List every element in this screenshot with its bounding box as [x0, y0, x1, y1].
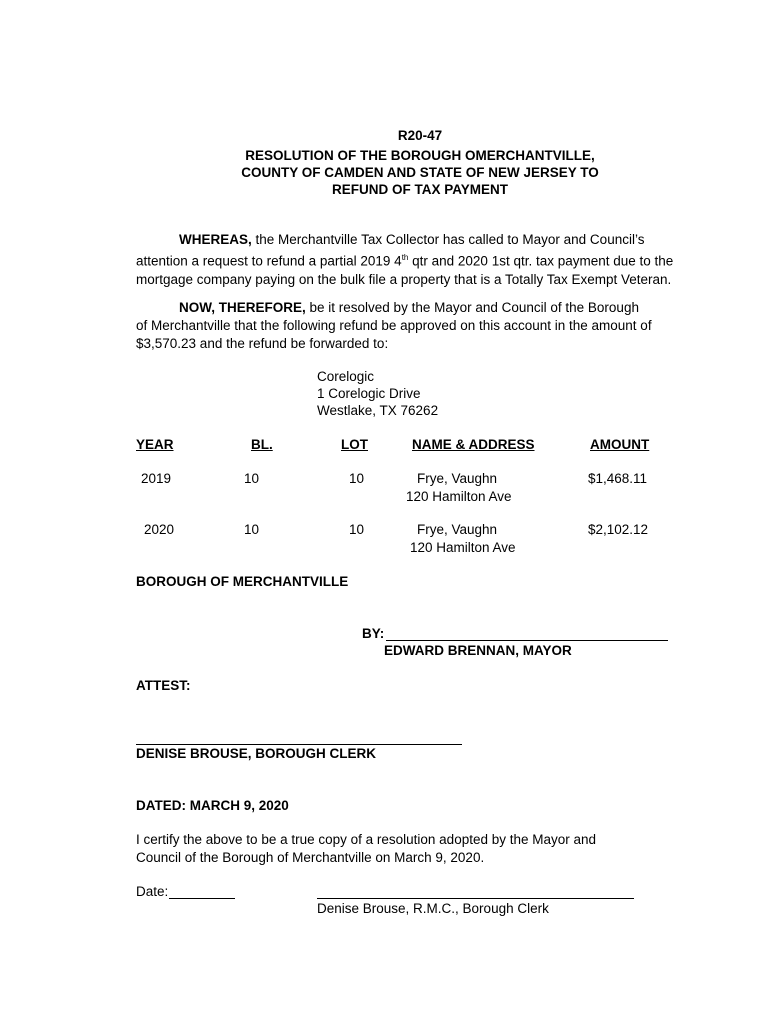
by-label: BY: — [362, 626, 385, 641]
attest-label: ATTEST: — [136, 678, 191, 693]
recipient-line-2: 1 Corelogic Drive — [317, 386, 421, 401]
row-lot: 10 — [349, 471, 365, 486]
header-amount: AMOUNT — [590, 437, 650, 452]
recipient-line-3: Westlake, TX 76262 — [317, 403, 439, 418]
row-address: 120 Hamilton Ave — [410, 540, 516, 555]
whereas-text-2a: attention a request to refund a partial 2019 4 — [136, 253, 402, 269]
date-blank-line — [169, 898, 235, 899]
now-therefore-text-1: be it resolved by the Mayor and Council of the Borough — [305, 300, 639, 315]
dated-line: DATED: MARCH 9, 2020 — [136, 798, 289, 813]
certify-clerk-name: Denise Brouse, R.M.C., Borough Clerk — [317, 901, 549, 916]
clerk-signature-line — [136, 744, 462, 745]
whereas-text-3: mortgage company paying on the bulk file a property that is a Totally Tax Exempt Veteran. — [136, 271, 672, 287]
row-bl: 10 — [244, 471, 260, 486]
date-label: Date: — [136, 884, 169, 899]
row-amount: $1,468.11 — [588, 471, 648, 486]
whereas-text-2b: qtr and 2020 1st qtr. tax payment due to the — [408, 253, 674, 269]
title-line-3: REFUND OF TAX PAYMENT — [331, 182, 508, 197]
clerk-name: DENISE BROUSE, BOROUGH CLERK — [136, 746, 377, 761]
row-year: 2019 — [141, 471, 172, 486]
row-amount: $2,102.12 — [588, 522, 649, 537]
borough-name: BOROUGH OF MERCHANTVILLE — [136, 574, 349, 589]
now-therefore-lead: NOW, THEREFORE, — [179, 300, 306, 315]
whereas-paragraph — [136, 231, 706, 289]
row-bl: 10 — [244, 522, 260, 537]
row-name: Frye, Vaughn — [417, 522, 498, 537]
header-name-address: NAME & ADDRESS — [412, 437, 535, 452]
header-year: YEAR — [136, 437, 174, 452]
whereas-superscript: th — [401, 253, 409, 262]
now-therefore-paragraph — [136, 299, 706, 353]
header-lot: LOT — [341, 437, 368, 452]
now-therefore-text-3: $3,570.23 and the refund be forwarded to: — [136, 336, 389, 351]
recipient-address — [317, 368, 438, 419]
mayor-name: EDWARD BRENNAN, MAYOR — [384, 643, 572, 658]
row-name: Frye, Vaughn — [417, 471, 498, 486]
now-therefore-text-2: of Merchantville that the following refund be approved on this account in the amount of — [136, 318, 652, 333]
title-line-1: RESOLUTION OF THE BOROUGH OMERCHANTVILLE, — [245, 148, 595, 163]
title-line-2: COUNTY OF CAMDEN AND STATE OF NEW JERSEY TO — [241, 165, 599, 180]
header-bl: BL. — [251, 437, 273, 452]
mayor-signature-line — [386, 640, 668, 641]
certify-line-2: Council of the Borough of Merchantville on March 9, 2020. — [136, 850, 485, 865]
certify-line-1: I certify the above to be a true copy of a resolution adopted by the Mayor and — [136, 832, 597, 847]
recipient-line-1: Corelogic — [317, 369, 375, 384]
row-year: 2020 — [144, 522, 175, 537]
row-address: 120 Hamilton Ave — [406, 489, 512, 504]
whereas-lead: WHEREAS, — [179, 232, 252, 247]
resolution-number: R20-47 — [397, 128, 443, 143]
certify-signature-line — [317, 898, 634, 899]
row-lot: 10 — [349, 522, 365, 537]
whereas-text-1: the Merchantville Tax Collector has called to Mayor and Council’s — [251, 232, 645, 247]
